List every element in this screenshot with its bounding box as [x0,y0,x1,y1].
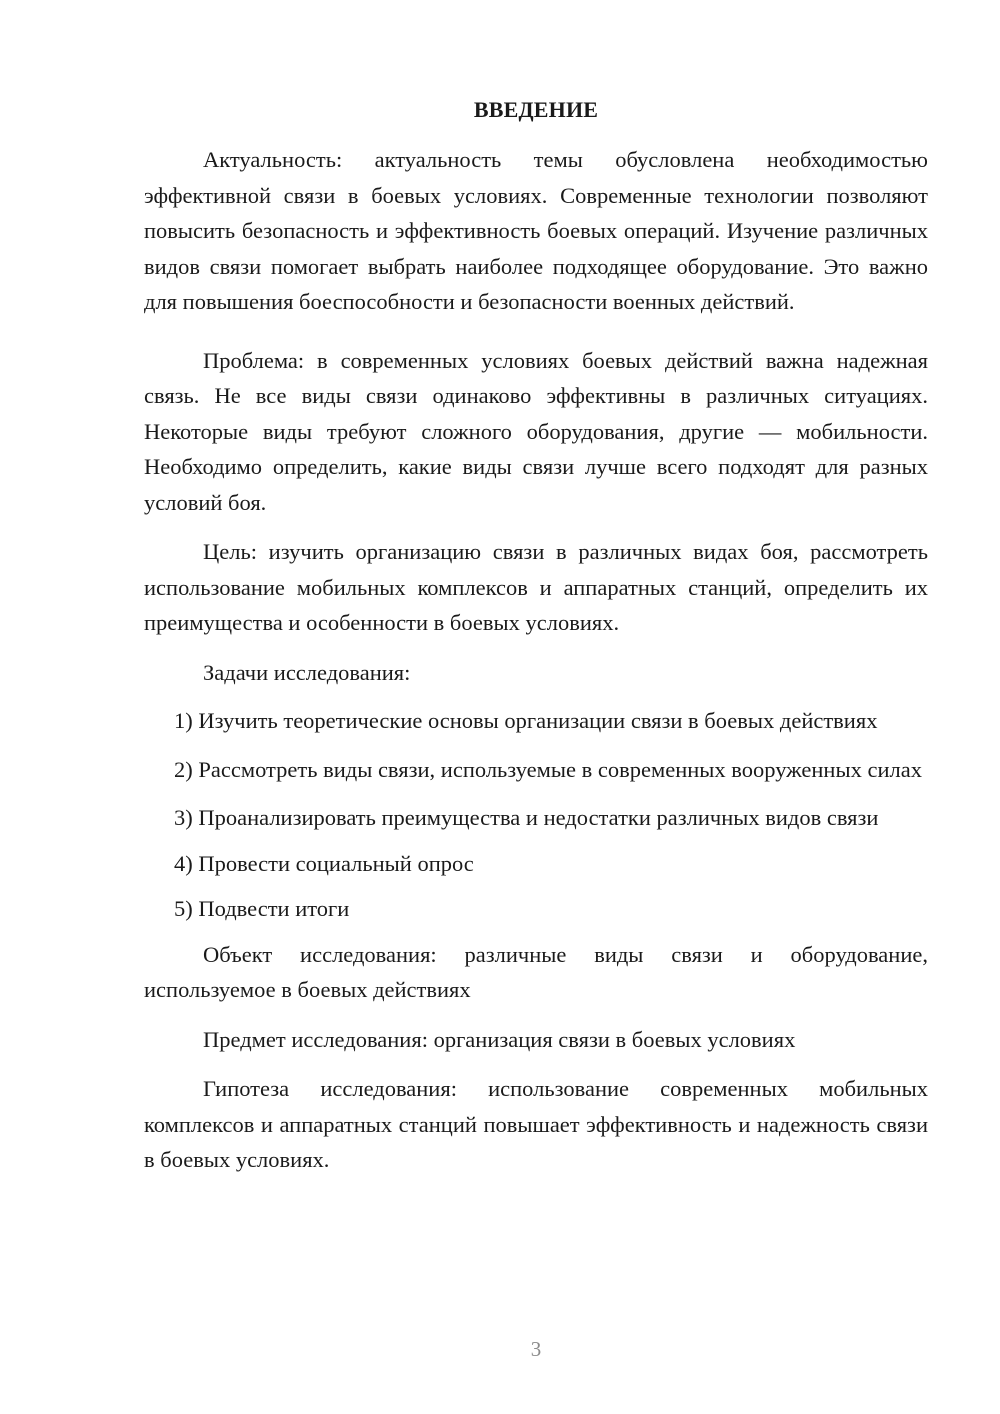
document-body [144,142,928,1178]
tasks-heading: Задачи исследования: [203,659,411,685]
task-item-2: 2) Рассмотреть виды связи, используемые в современных вооруженных силах [174,756,922,782]
task-item-3: 3) Проанализировать преимущества и недостатки различных видов связи [174,805,879,830]
paragraph-subject: Предмет исследования: организация связи в боевых условиях [203,1026,796,1052]
task-item-5: 5) Подвести итоги [174,896,350,921]
paragraph-hypothesis: Гипотеза исследования: использование современных мобильных комплексов и аппаратных станций повышает эффективность и надежность связи в боевых условиях. [144,1076,928,1172]
paragraph-relevance: Актуальность: актуальность темы обусловлена необходимостью эффективной связи в боевых условиях. Современные технологии позволяют повысить безопасность и эффективность боевых операций. Изучение различных видов связи помогает выбрать наиболее подходящее оборудование. Это важно для повышения боеспособности и безопасности военных действий. [144,147,928,314]
page-number: 3 [530,1337,542,1361]
paragraph-object: Объект исследования: различные виды связи и оборудование, используемое в боевых действиях [144,941,928,1002]
paragraph-problem: Проблема: в современных условиях боевых действий важна надежная связь. Не все виды связи одинаково эффективны в различных ситуациях. Некоторые виды требуют сложного оборудования, другие — мобильности. Необходимо определить, какие виды связи лучше всего подходят для разных условий боя. [144,347,928,515]
page-title: ВВЕДЕНИЕ [473,97,599,122]
task-item-1: 1) Изучить теоретические основы организации связи в боевых действиях [174,708,878,733]
task-item-4: 4) Провести социальный опрос [174,850,474,876]
paragraph-goal: Цель: изучить организацию связи в различных видах боя, рассмотреть использование мобильных комплексов и аппаратных станций, определить их преимущества и особенности в боевых условиях. [144,539,928,635]
